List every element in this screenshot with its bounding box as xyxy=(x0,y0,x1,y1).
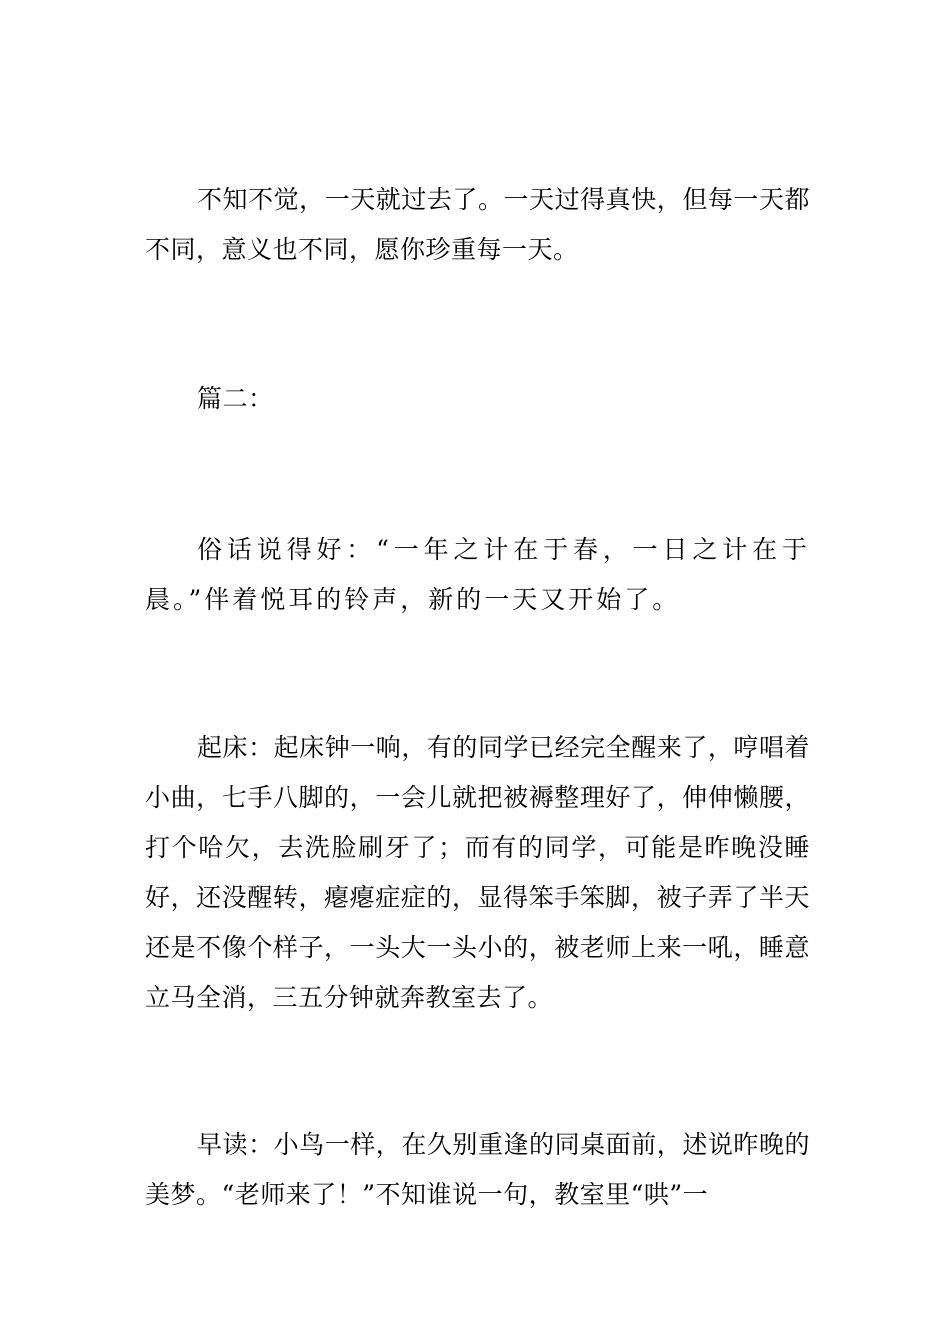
paragraph-wake-up: 起床：起床钟一响，有的同学已经完全醒来了，哼唱着小曲，七手八脚的，一会儿就把被褥整理好了，伸伸懒腰，打个哈欠，去洗脸刷牙了；而有的同学，可能是昨晚没睡好，还没醒转，瘪瘪症症的，显得笨手笨脚，被子弄了半天还是不像个样子，一头大一头小的，被老师上来一吼，睡意立马全消，三五分钟就奔教室去了。 xyxy=(145,733,810,1012)
paragraph-proverb: 俗话说得好：“一年之计在于春，一日之计在于晨。”伴着悦耳的铃声，新的一天又开始了。 xyxy=(145,535,810,614)
section-heading: 篇二： xyxy=(197,384,274,413)
paragraph-morning-reading: 早读：小鸟一样，在久别重逢的同桌面前，述说昨晚的美梦。“老师来了！”不知谁说一句，教室里“哄”一 xyxy=(145,1130,810,1209)
paragraph-intro-ending: 不知不觉，一天就过去了。一天过得真快，但每一天都不同，意义也不同，愿你珍重每一天。 xyxy=(145,185,810,264)
